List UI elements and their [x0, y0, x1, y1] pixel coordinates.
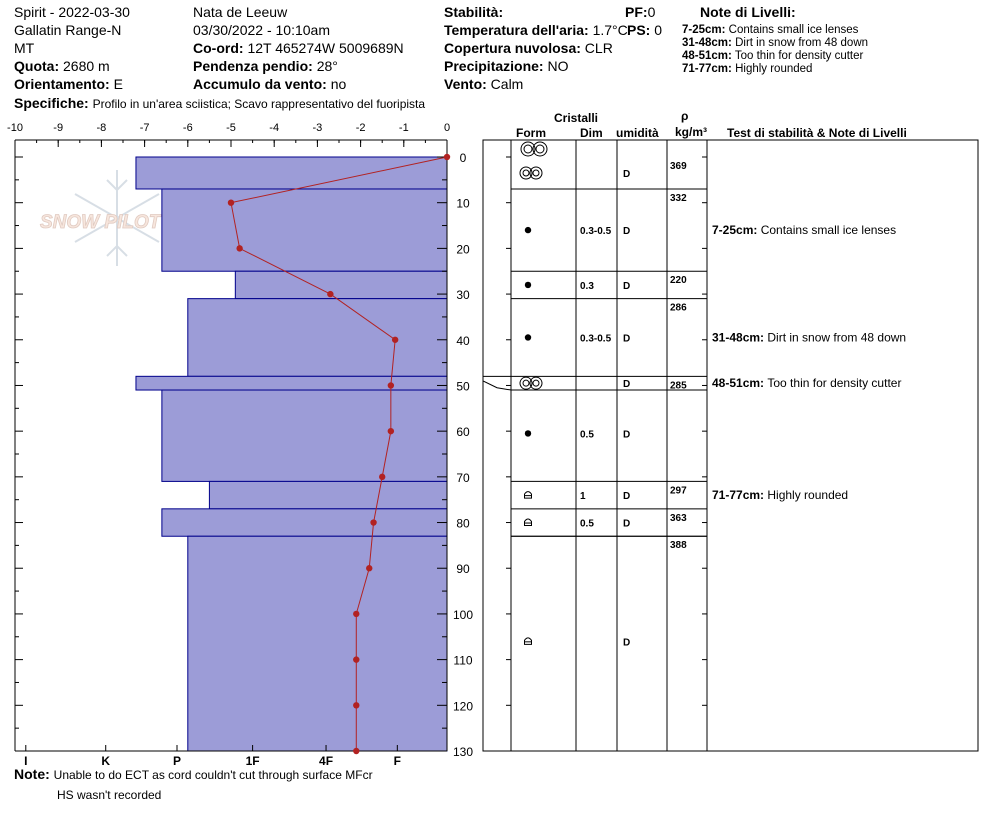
wetness-value: D — [623, 226, 631, 238]
site-name: Spirit - 2022-03-30 — [14, 4, 130, 20]
temp-tick-label: -10 — [7, 122, 23, 134]
hardness-layer — [188, 536, 447, 751]
hardness-tick-label: 1F — [245, 754, 260, 768]
faceted-rounding-icon — [525, 492, 532, 499]
density-value: 286 — [670, 302, 687, 314]
stability-note — [712, 223, 896, 237]
stability-note — [712, 376, 901, 390]
elevation-value: 2680 m — [63, 58, 110, 74]
coord-value: 12T 465274W 5009689N — [247, 40, 404, 56]
grain-size: 0.3-0.5 — [580, 333, 612, 345]
density-value: 285 — [670, 380, 687, 392]
depth-tick-label: 30 — [456, 288, 470, 303]
density-value: 363 — [670, 512, 687, 524]
temperature-point — [353, 656, 359, 662]
temp-tick-label: -4 — [269, 122, 280, 134]
slope-label: Pendenza pendio: — [193, 58, 313, 74]
temp-tick-label: -9 — [53, 122, 64, 134]
range-name: Gallatin Range-N — [14, 22, 122, 38]
wetness-value: D — [623, 429, 631, 441]
stability-note-text: Dirt in snow from 48 down — [767, 330, 907, 345]
melt-form-ring-inner — [523, 170, 529, 176]
rounded-grain-icon — [525, 430, 531, 436]
pf-value: 0 — [647, 4, 656, 20]
rounded-grain-icon — [525, 282, 531, 288]
faceted-rounding-icon — [525, 519, 532, 526]
melt-form-ring-inner — [524, 145, 532, 153]
wetness-value: D — [623, 280, 631, 292]
hardness-layer — [136, 376, 447, 390]
depth-tick-label: 60 — [456, 425, 470, 440]
layer-note-text: Dirt in snow from 48 down — [735, 37, 869, 49]
stability-label: Stabilità: — [444, 4, 504, 20]
stability-note-text: Highly rounded — [767, 488, 849, 503]
melt-form-ring-inner — [533, 380, 539, 386]
hardness-layer — [188, 299, 447, 377]
temperature-point — [388, 428, 394, 434]
temp-tick-label: -7 — [139, 122, 150, 134]
ps-label: PS: — [627, 22, 651, 38]
depth-tick-label: 50 — [456, 379, 470, 394]
grain-size: 1 — [580, 491, 586, 503]
temperature-point — [353, 748, 359, 754]
stability-note-text: Contains small ice lenses — [760, 223, 897, 238]
rounded-grain-icon — [525, 334, 531, 340]
density-value: 297 — [670, 485, 687, 497]
wetness-value: D — [623, 491, 631, 503]
temperature-point — [228, 199, 234, 205]
hardness-tick-label: F — [393, 754, 401, 768]
wind-label: Vento: — [444, 76, 487, 92]
logo-text: SNOW PILOT — [40, 212, 161, 233]
density-value: 369 — [670, 161, 687, 172]
temperature-point — [392, 337, 398, 343]
datetime: 03/30/2022 - 10:10am — [193, 22, 330, 38]
precip-label: Precipitazione: — [444, 58, 544, 74]
state-name: MT — [14, 40, 35, 56]
elevation-label: Quota: — [14, 58, 60, 74]
depth-tick-label: 130 — [452, 745, 474, 759]
footer-note-line1: Unable to do ECT as cord couldn't cut through surface MFcr — [53, 768, 373, 782]
stability-note-range: 48-51cm: — [712, 376, 768, 391]
cloud-label: Copertura nuvolosa: — [444, 40, 581, 56]
aspect-label: Orientamento: — [14, 76, 110, 92]
density-value: 388 — [670, 540, 687, 552]
temp-tick-label: -5 — [226, 122, 236, 134]
grain-size: 0.3-0.5 — [580, 226, 612, 238]
footer-note-label: Note: — [14, 766, 50, 782]
crystals-header: Cristalli — [554, 111, 599, 125]
hardness-layer — [162, 189, 447, 271]
size-header: Dim — [580, 126, 603, 140]
layer-notes-title: Note di Livelli: — [700, 4, 796, 20]
layer-note-range: 48-51cm: — [682, 50, 732, 62]
depth-tick-label: 0 — [459, 151, 467, 165]
temp-tick-label: -3 — [312, 122, 323, 134]
hardness-tick-label: I — [24, 754, 28, 768]
precip-value: NO — [547, 58, 569, 74]
temperature-point — [353, 702, 359, 708]
hardness-layer — [136, 157, 447, 189]
depth-tick-label: 90 — [456, 562, 470, 577]
rho-header: ρ — [681, 109, 689, 123]
stability-note-range: 71-77cm: — [712, 488, 768, 503]
grain-size: 0.5 — [580, 518, 594, 530]
observer: Nata de Leeuw — [193, 4, 288, 20]
wetness-value: D — [623, 637, 631, 649]
wetness-value: D — [623, 333, 631, 345]
melt-forms-icon — [520, 167, 542, 179]
temperature-point — [353, 611, 359, 617]
depth-tick-label: 10 — [456, 196, 470, 211]
stability-notes-header: Test di stabilità & Note di Livelli — [727, 126, 907, 140]
density-unit-header: kg/m³ — [675, 125, 708, 139]
hardness-tick-label: 4F — [319, 754, 334, 768]
stability-note — [712, 488, 848, 502]
slope-value: 28° — [316, 58, 338, 74]
ps-value: 0 — [654, 22, 663, 38]
depth-tick-label: 120 — [452, 699, 474, 714]
hardness-tick-label: K — [101, 754, 111, 768]
temperature-point — [366, 565, 372, 571]
temp-tick-label: -6 — [182, 122, 193, 134]
specifics-value: Profilo in un'area sciistica; Scavo rappresentativo del fuoripista — [92, 97, 426, 111]
wetness-value: D — [623, 518, 631, 530]
hardness-layer — [162, 390, 447, 481]
layer-note-range: 71-77cm: — [682, 63, 732, 75]
melt-form-ring-inner — [523, 380, 529, 386]
layer-note-text: Contains small ice lenses — [728, 24, 859, 36]
temperature-point — [444, 154, 450, 160]
air-temp-value: 1.7°C — [592, 22, 628, 38]
stability-note — [712, 330, 906, 344]
temp-tick-label: -8 — [96, 122, 107, 134]
hardness-layer — [235, 271, 447, 298]
temp-tick-label: -2 — [355, 122, 366, 134]
depth-tick-label: 40 — [456, 333, 470, 348]
footer-note-line2: HS wasn't recorded — [57, 788, 162, 802]
wetness-value: D — [623, 379, 631, 391]
wetness-header: umidità — [616, 126, 659, 140]
layer-note-text: Too thin for density cutter — [734, 50, 864, 62]
temp-tick-label: -1 — [398, 122, 409, 134]
layer-note-range: 7-25cm: — [682, 24, 726, 36]
rounded-grain-icon — [525, 227, 531, 233]
air-temp-label: Temperatura dell'aria: — [444, 22, 589, 38]
depth-tick-label: 80 — [456, 516, 470, 531]
melt-form-ring-inner — [536, 145, 544, 153]
hardness-layer — [162, 509, 447, 536]
layer-note-range: 31-48cm: — [682, 37, 732, 49]
temp-tick-label: 0 — [443, 122, 451, 134]
melt-forms-icon — [521, 142, 547, 156]
grain-size: 0.5 — [580, 429, 594, 441]
layer-note-text: Highly rounded — [735, 63, 813, 75]
stability-note-range: 7-25cm: — [712, 223, 761, 238]
hardness-tick-label: P — [172, 754, 182, 768]
wind-load-value: no — [330, 76, 347, 92]
stability-note-range: 31-48cm: — [712, 330, 768, 345]
depth-tick-label: 70 — [456, 470, 470, 485]
density-value: 220 — [670, 275, 687, 287]
hardness-layer — [209, 481, 447, 508]
wind-value: Calm — [490, 76, 524, 92]
wind-load-label: Accumulo da vento: — [193, 76, 327, 92]
depth-tick-label: 100 — [452, 607, 474, 622]
temperature-point — [379, 474, 385, 480]
grain-size: 0.3 — [580, 280, 594, 292]
temperature-point — [370, 519, 376, 525]
stability-note-text: Too thin for density cutter — [767, 376, 902, 391]
wetness-value: D — [623, 168, 631, 180]
aspect-value: E — [113, 76, 123, 92]
cloud-value: CLR — [584, 40, 613, 56]
melt-forms-icon — [520, 377, 542, 389]
pf-label: PF: — [625, 4, 648, 20]
temperature-point — [327, 291, 333, 297]
depth-tick-label: 110 — [453, 653, 473, 668]
temperature-point — [388, 382, 394, 388]
density-value: 332 — [670, 192, 687, 204]
faceted-rounding-icon — [525, 638, 532, 645]
temperature-point — [236, 245, 242, 251]
form-header: Form — [516, 126, 546, 140]
melt-form-ring-inner — [533, 170, 539, 176]
depth-tick-label: 20 — [456, 242, 470, 257]
coord-label: Co-ord: — [193, 40, 244, 56]
specifics-label: Specifiche: — [14, 95, 89, 111]
